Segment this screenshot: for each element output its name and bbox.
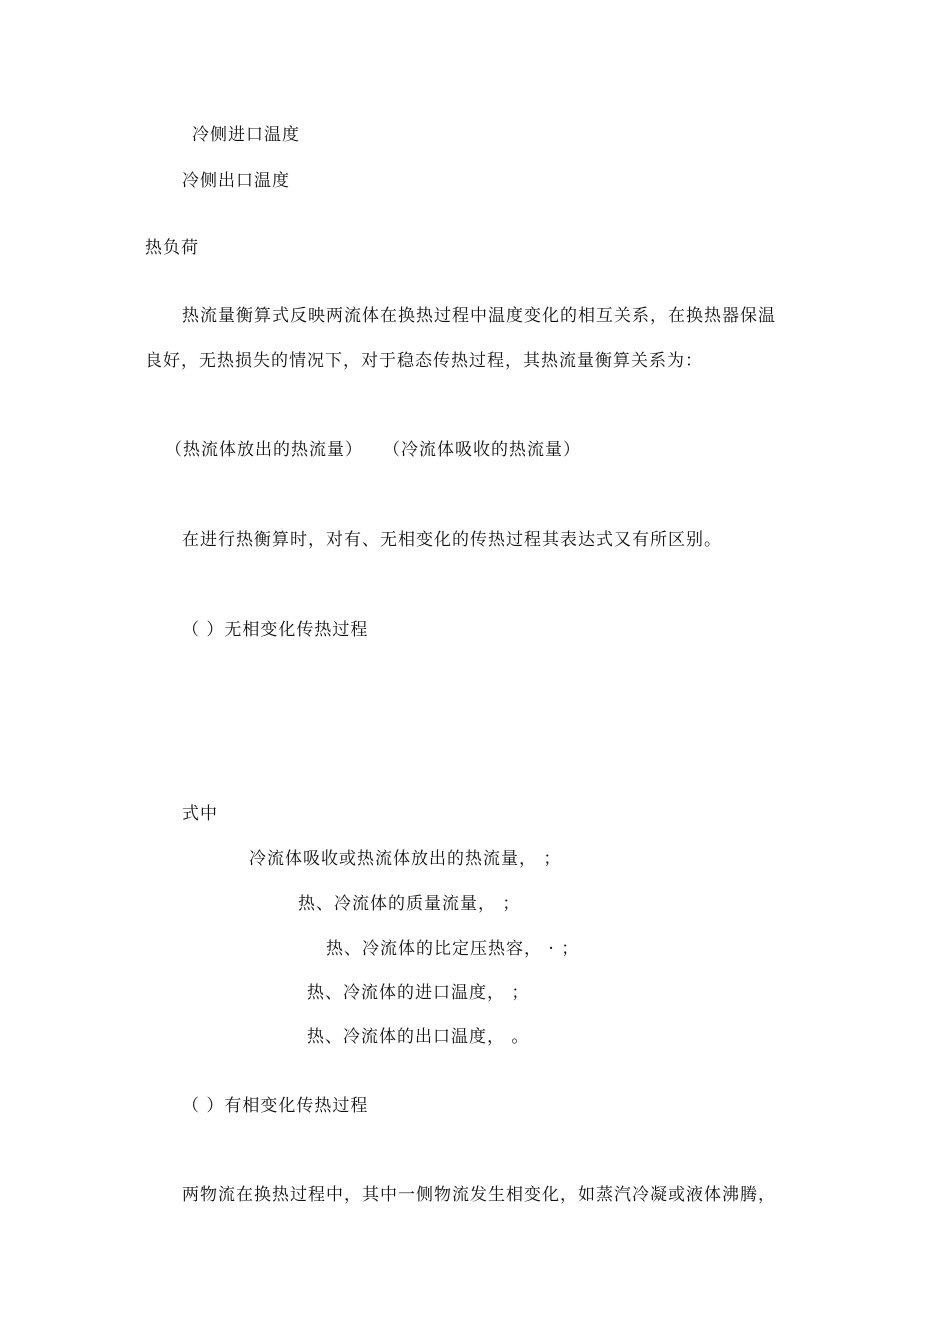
definition-inlet-temp: 热、冷流体的进口温度， ； — [307, 983, 530, 1003]
section-phase-change-heading: （ ）有相变化传热过程 — [182, 1096, 369, 1116]
cold-outlet-temp-label: 冷侧出口温度 — [182, 171, 290, 191]
definition-mass-flow: 热、冷流体的质量流量， ； — [298, 894, 521, 914]
cold-inlet-temp-label: 冷侧进口温度 — [192, 125, 300, 145]
where-label: 式中 — [182, 804, 218, 824]
phase-change-paragraph: 两物流在换热过程中，其中一侧物流发生相变化，如蒸汽冷凝或液体沸腾， — [182, 1185, 776, 1205]
heat-load-heading: 热负荷 — [145, 238, 199, 258]
definition-specific-heat: 热、冷流体的比定压热容， · ； — [326, 939, 580, 959]
intro-paragraph-line-2: 良好，无热损失的情况下，对于稳态传热过程，其热流量衡算关系为： — [145, 351, 703, 371]
balance-hot-side: （热流体放出的热流量） — [165, 440, 363, 460]
definition-heat-flow: 冷流体吸收或热流体放出的热流量， ； — [249, 849, 562, 869]
section-no-phase-change-heading: （ ）无相变化传热过程 — [182, 620, 369, 640]
definition-outlet-temp: 热、冷流体的出口温度， 。 — [307, 1027, 530, 1047]
heat-calc-note: 在进行热衡算时，对有、无相变化的传热过程其表达式又有所区别。 — [182, 530, 722, 550]
intro-paragraph-line-1: 热流量衡算式反映两流体在换热过程中温度变化的相互关系，在换热器保温 — [182, 306, 776, 326]
balance-cold-side: （冷流体吸收的热流量） — [383, 440, 581, 460]
